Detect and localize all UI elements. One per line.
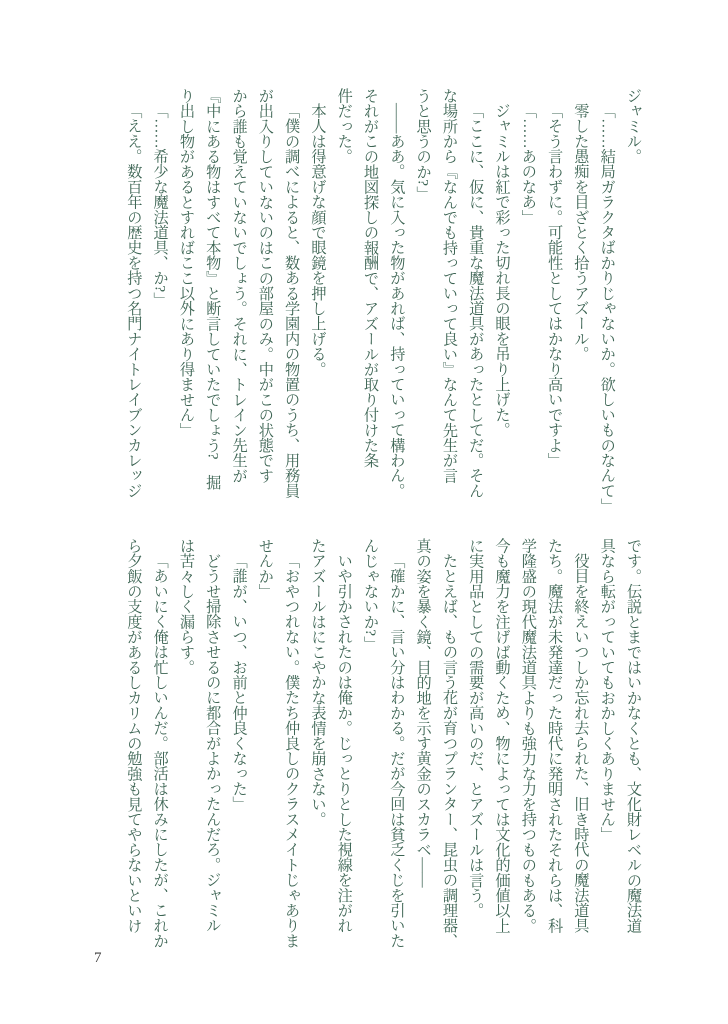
text-line: せんか」 [256, 538, 274, 599]
text-line: から誰も覚えていないでしょう。それに、トレイン先生が [230, 88, 248, 484]
text-line: は苦々しく漏らす。 [177, 538, 195, 675]
lower-text-block [120, 538, 646, 950]
text-line: んじゃないか?」 [362, 538, 380, 652]
text-line: ら夕飯の支度があるしカリムの勉強も見てやらないといけ [125, 538, 143, 934]
text-line: 「確かに、言い分はわかる。だが今回は貧乏くじを引いた [388, 553, 406, 949]
text-line: 「……希少な魔法道具、か?」 [151, 103, 169, 308]
text-line: 「ええ。数百年の歴史を持つ名門ナイトレイブンカレッジ [125, 103, 143, 499]
page-number: 7 [94, 950, 102, 966]
text-line: ――ああ。気に入った物があれば、持っていって構わん。 [388, 103, 406, 499]
text-line: 件だった。 [335, 88, 353, 164]
text-line: それがこの地図探しの報酬で、アズールが取り付けた条 [362, 88, 380, 468]
text-line: 「あいにく俺は忙しいんだ。部活は休みにしたが、これか [151, 553, 169, 949]
text-line: 真の姿を暴く鏡、目的地を示す黄金のスカラベ―― [414, 538, 432, 888]
text-line: ジャミル。 [625, 88, 642, 164]
text-line: どうせ掃除させるのに都合がよかったんだろ。ジャミル [204, 553, 222, 934]
text-line: 「……あのなあ」 [519, 103, 537, 225]
text-line: な場所から『なんでも持っていって良い』なんて先生が言 [440, 88, 458, 484]
upper-text-block [120, 88, 646, 514]
text-line: 「そう言わずに。可能性としてはかなり高いですよ」 [546, 103, 564, 468]
text-line: 『中にある物はすべて本物』と断言していたでしょう? 掘 [204, 88, 222, 490]
text-line: 零した愚痴を目ざとく拾うアズール。 [572, 103, 590, 362]
text-line: です。伝説とまではいかなくとも、文化財レベルの魔法道 [625, 538, 642, 934]
text-line: 「ここに、仮に、貴重な魔法道具があったとしてだ。そん [467, 103, 485, 499]
text-line: 今も魔力を注げば動くため、物によっては文化的価値以上 [493, 538, 511, 934]
text-line: 学隆盛の現代魔法道具よりも強力な力を持つものもある。 [519, 538, 537, 934]
text-line: たとえば、もの言う花が育つプランター、昆虫の調理器、 [440, 553, 458, 949]
text-line: 本人は得意げな顔で眼鏡を押し上げる。 [309, 103, 327, 377]
text-line: たち。魔法が未発達だった時代に発明されたそれらは、科 [546, 538, 564, 934]
text-line: に実用品としての需要が高いのだ、とアズールは言う。 [467, 538, 485, 918]
text-line: 役目を終えいつしか忘れ去られた、旧き時代の魔法道具 [572, 553, 590, 934]
text-line: いや引かされたのは俺か。じっとりとした視線を注がれ [335, 553, 353, 934]
text-line: うと思うのか?」 [414, 88, 432, 202]
text-line: が出入りしていないのはこの部屋のみ。中がこの状態です [256, 88, 274, 484]
text-line: 「僕の調べによると、数ある学園内の物置のうち、用務員 [283, 103, 301, 499]
text-line: ジャミルは紅で彩った切れ長の眼を吊り上げた。 [493, 103, 511, 438]
text-line: たアズールはにこやかな表情を崩さない。 [309, 538, 327, 827]
text-line: 「……結局ガラクタばかりじゃないか。欲しいものなんて」 [598, 103, 616, 514]
text-line: 「誰が、いつ、お前と仲良くなった」 [230, 553, 248, 812]
text-line: 「おやつれない。僕たち仲良しのクラスメイトじゃありま [283, 553, 301, 949]
text-line: り出し物があるとすればここ以外にあり得ません」 [177, 88, 195, 438]
text-line: 具なら転がっていてもおかしくありません」 [598, 538, 616, 842]
